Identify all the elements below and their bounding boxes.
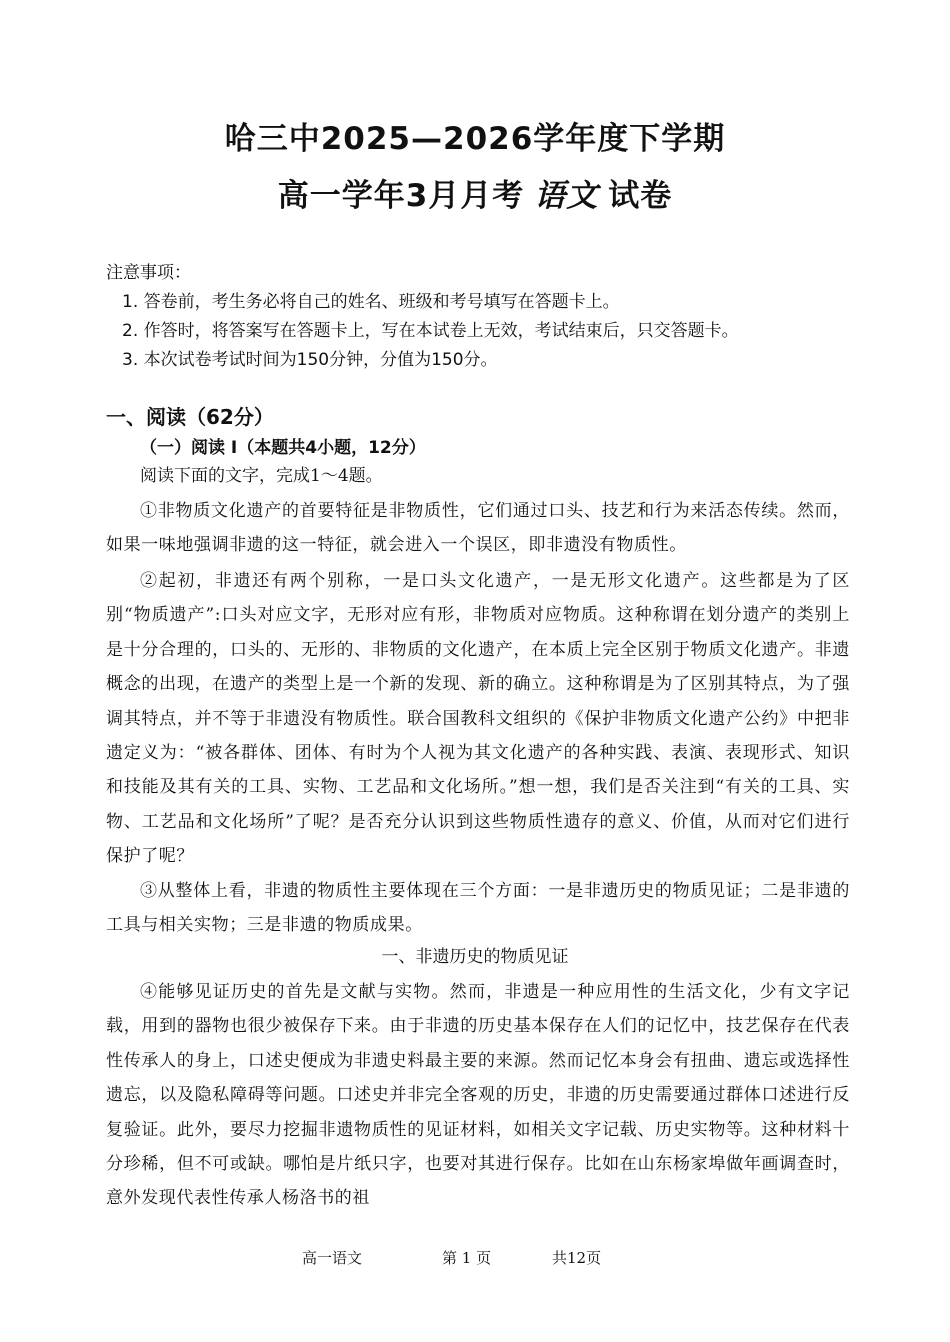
section-title: 一、阅读（62分） (106, 405, 274, 429)
exam-title-line1: 哈三中2025—2026学年度下学期 (224, 121, 726, 157)
notice-item: 3. 本次试卷考试时间为150分钟，分值为150分。 (122, 350, 498, 370)
passage-paragraph-3 (106, 874, 850, 943)
notice-heading: 注意事项： (106, 263, 191, 283)
subsection-title: （一）阅读 I（本题共4小题，12分） (140, 438, 426, 458)
notice-item: 2. 作答时，将答案写在答题卡上，写在本试卷上无效，考试结束后，只交答题卡。 (122, 321, 739, 341)
exam-title-prefix: 高一学年3月月考 (277, 178, 525, 214)
passage-subheading: 一、非遗历史的物质见证 (381, 947, 569, 967)
paragraph-text: ③从整体上看，非遗的物质性主要体现在三个方面：一是非遗历史的物质见证；二是非遗的工具与相关实物；三是非遗的物质成果。 (106, 881, 850, 936)
exam-title-suffix: 试卷 (608, 178, 673, 214)
instruction: 阅读下面的文字，完成1～4题。 (140, 466, 383, 486)
paragraph-text: ①非物质文化遗产的首要特征是非物质性，它们通过口头、技艺和行为来活态传续。然而，如果一味地强调非遗的这一特征，就会进入一个误区，即非遗没有物质性。 (106, 501, 850, 556)
footer-total-pages: 共12页 (552, 1249, 602, 1267)
footer-subject: 高一语文 (302, 1249, 363, 1267)
passage-paragraph-1 (106, 494, 850, 563)
passage-paragraph-2 (106, 564, 850, 874)
paragraph-text: ④能够见证历史的首先是文献与实物。然而，非遗是一种应用性的生活文化，少有文字记载，用到的器物也很少被保存下来。由于非遗的历史基本保存在人们的记忆中，技艺保存在代表性传承人的身上，口述史便成为非遗史料最主要的来源。然而记忆本身会有扭曲、遗忘或选择性遗忘，以及隐私障碍等问题。口述史并非完全客观的历史，非遗的历史需要通过群体口述进行反复验证。此外，要尽力挖掘非遗物质性的见证材料，如相关文字记载、历史实物等。这种材料十分珍稀，但不可或缺。哪怕是片纸只字，也要对其进行保存。比如在山东杨家埠做年画调查时，意外发现代表性传承人杨洛书的祖 (106, 982, 850, 1209)
footer-page-number: 第 1 页 (442, 1249, 492, 1267)
exam-title-line2 (0, 170, 950, 215)
passage-paragraph-4 (106, 975, 850, 1216)
notice-item: 1. 答卷前，考生务必将自己的姓名、班级和考号填写在答题卡上。 (122, 292, 620, 312)
exam-subject: 语文 (534, 178, 599, 214)
paragraph-text: ②起初，非遗还有两个别称，一是口头文化遗产，一是无形文化遗产。这些都是为了区别“物质遗产”:口头对应文字，无形对应有形，非物质对应物质。这种称谓在划分遗产的类别上是十分合理的，口头的、无形的、非物质的文化遗产，在本质上完全区别于物质文化遗产。非遗概念的出现，在遗产的类型上是一个新的发现、新的确立。这种称谓是为了区别其特点，为了强调其特点，并不等于非遗没有物质性。联合国教科文组织的《保护非物质文化遗产公约》中把非遗定义为：“被各群体、团体、有时为个人视为其文化遗产的各种实践、表演、表现形式、知识和技能及其有关的工具、实物、工艺品和文化场所。”想一想，我们是否关注到“有关的工具、实物、工艺品和文化场所”了呢？是否充分认识到这些物质性遗存的意义、价值，从而对它们进行保护了呢？ (106, 571, 850, 867)
